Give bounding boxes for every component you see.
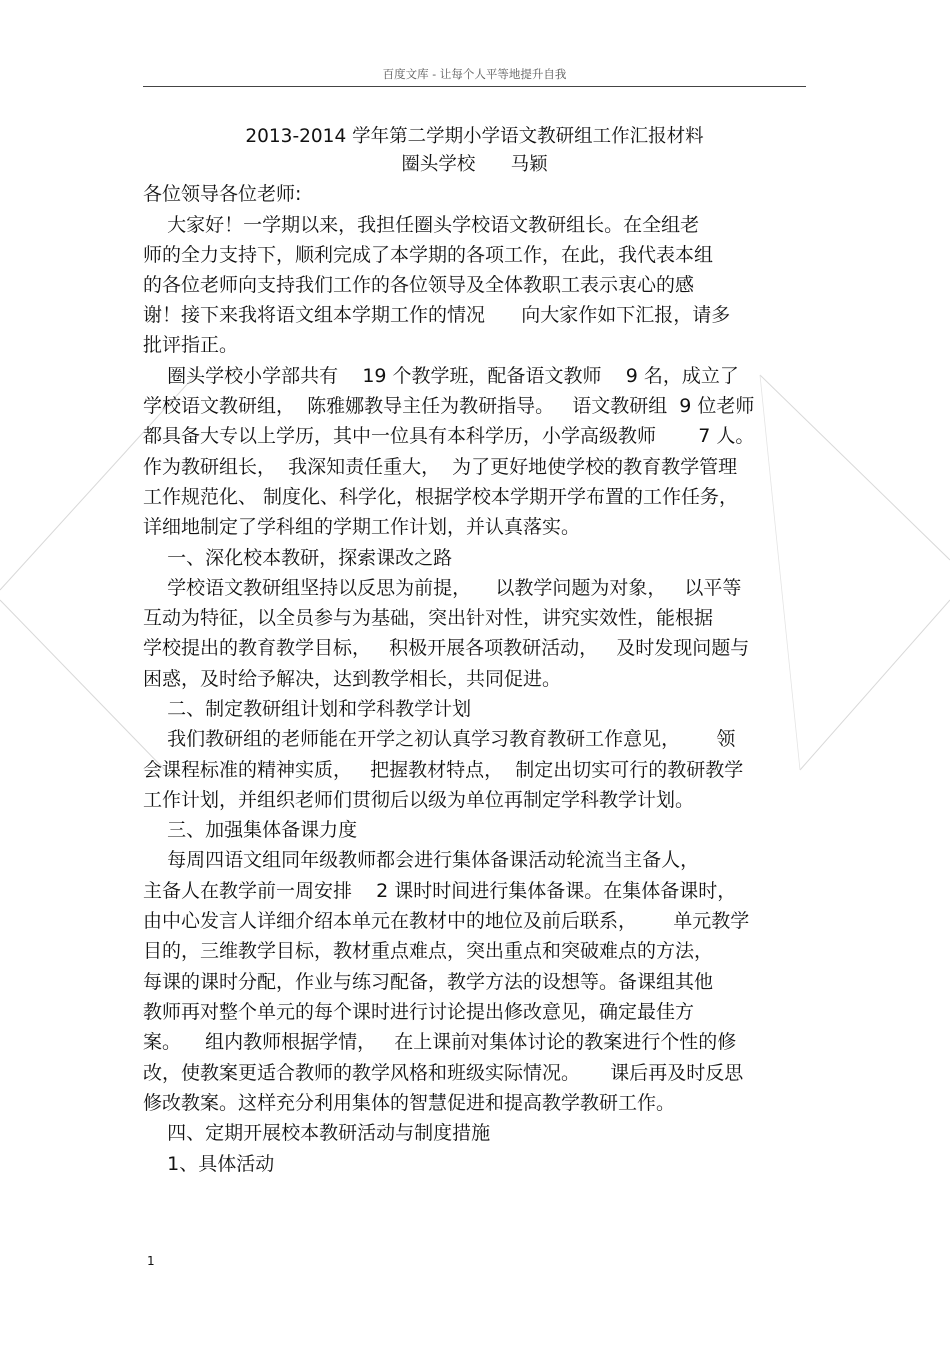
- body-line: 详细地制定了学科组的学期工作计划，并认真落实。: [143, 516, 581, 538]
- body-line: 师的全力支持下，顺利完成了本学期的各项工作，在此，我代表本组: [143, 244, 714, 266]
- body-line: 改，使教案更适合教师的教学风格和班级实际情况。 课后再及时反思: [143, 1062, 744, 1084]
- header-divider: [143, 86, 806, 87]
- section-heading: 二、制定教研组计划和学科教学计划: [143, 698, 472, 720]
- page-number: 1: [147, 1254, 155, 1268]
- body-line: 都具备大专以上学历，其中一位具有本科学历，小学高级教师 7 人。: [143, 425, 755, 447]
- body-line: 主备人在教学前一周安排 2 课时时间进行集体备课。在集体备课时，: [143, 880, 737, 902]
- body-line: 学校语文教研组坚持以反思为前提， 以教学问题为对象， 以平等: [143, 577, 742, 599]
- body-line: 会课程标准的精神实质， 把握教材特点， 制定出切实可行的教研教学: [143, 759, 744, 781]
- body-line: 目的，三维教学目标，教材重点难点，突出重点和突破难点的方法，: [143, 940, 714, 962]
- body-line: 批评指正。: [143, 334, 239, 356]
- body-line: 工作计划，并组织老师们贯彻后以级为单位再制定学科教学计划。: [143, 789, 695, 811]
- document-title: 2013-2014 学年第二学期小学语文教研组工作汇报材料: [245, 126, 704, 147]
- document-author: 圈头学校 马颖: [401, 154, 548, 175]
- body-line: 学校提出的教育教学目标， 积极开展各项教研活动， 及时发现问题与: [143, 637, 750, 659]
- body-line: 每课的课时分配，作业与练习配备，教学方法的设想等。备课组其他: [143, 971, 714, 993]
- body-line: 作为教研组长， 我深知责任重大， 为了更好地使学校的教育教学管理: [143, 456, 738, 478]
- body-line: 教师再对整个单元的每个课时进行讨论提出修改意见，确定最佳方: [143, 1001, 695, 1023]
- body-line: 学校语文教研组， 陈雅娜教导主任为教研指导。 语文教研组 9 位老师: [143, 395, 755, 417]
- section-heading: 四、定期开展校本教研活动与制度措施: [143, 1122, 491, 1144]
- page-header: 百度文库 - 让每个人平等地提升自我: [382, 67, 567, 81]
- body-line: 工作规范化、 制度化、科学化，根据学校本学期开学布置的工作任务，: [143, 486, 739, 508]
- body-line: 案。 组内教师根据学情， 在上课前对集体讨论的教案进行个性的修: [143, 1031, 737, 1053]
- body-line: 圈头学校小学部共有 19 个教学班，配备语文教师 9 名，成立了: [143, 365, 739, 387]
- section-heading: 三、加强集体备课力度: [143, 819, 358, 841]
- body-line: 由中心发言人详细介绍本单元在教材中的地位及前后联系， 单元教学: [143, 910, 750, 932]
- body-line: 各位领导各位老师:: [143, 183, 302, 205]
- body-line: 谢！接下来我将语文组本学期工作的情况 向大家作如下汇报，请多: [143, 304, 731, 326]
- body-line: 每周四语文组同年级教师都会进行集体备课活动轮流当主备人，: [143, 849, 700, 871]
- body-line: 大家好！一学期以来，我担任圈头学校语文教研组长。在全组老: [143, 214, 700, 236]
- body-line: 困惑，及时给予解决，达到教学相长，共同促进。: [143, 668, 562, 690]
- body-line: 互动为特征，以全员参与为基础，突出针对性，讲究实效性，能根据: [143, 607, 714, 629]
- body-line: 我们教研组的老师能在开学之初认真学习教育教研工作意见， 领: [143, 728, 736, 750]
- section-heading: 一、深化校本教研，探索课改之路: [143, 547, 453, 569]
- body-line: 修改教案。这样充分利用集体的智慧促进和提高教学教研工作。: [143, 1092, 676, 1114]
- subsection-heading: 1、具体活动: [143, 1153, 275, 1175]
- body-line: 的各位老师向支持我们工作的各位领导及全体教职工表示衷心的感: [143, 274, 695, 296]
